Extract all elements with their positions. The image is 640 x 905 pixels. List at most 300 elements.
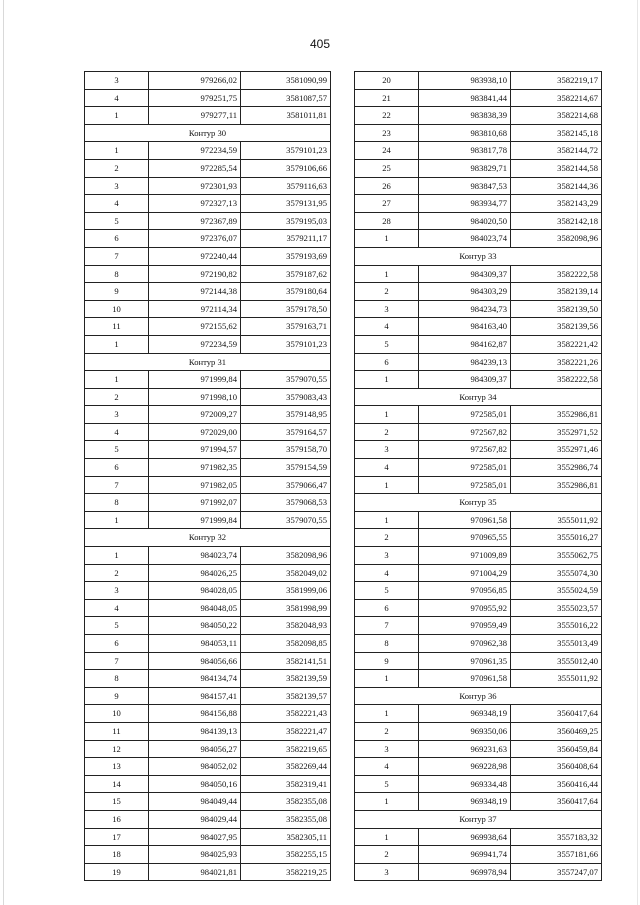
- y-coordinate-cell: 3582221,26: [511, 353, 602, 371]
- x-coordinate-cell: 984053,11: [149, 635, 241, 653]
- point-number-cell: 15: [85, 793, 149, 811]
- contour-header-row: [355, 810, 602, 828]
- y-coordinate-cell: 3579193,69: [241, 247, 331, 265]
- x-coordinate-cell: 970965,55: [419, 529, 511, 547]
- x-coordinate-cell: 972567,82: [419, 423, 511, 441]
- y-coordinate-cell: 3582222,58: [511, 371, 602, 389]
- table-row: [85, 687, 331, 705]
- y-coordinate-cell: 3582048,93: [241, 617, 331, 635]
- x-coordinate-cell: 970959,49: [419, 617, 511, 635]
- y-coordinate-cell: 3555024,59: [511, 582, 602, 600]
- point-number-cell: 8: [355, 635, 419, 653]
- y-coordinate-cell: 3579211,17: [241, 230, 331, 248]
- x-coordinate-cell: 983841,44: [419, 89, 511, 107]
- x-coordinate-cell: 984027,95: [149, 828, 241, 846]
- table-row: [355, 722, 602, 740]
- point-number-cell: 4: [355, 459, 419, 477]
- x-coordinate-cell: 969348,19: [419, 793, 511, 811]
- x-coordinate-cell: 972376,07: [149, 230, 241, 248]
- point-number-cell: 10: [85, 705, 149, 723]
- y-coordinate-cell: 3560408,64: [511, 758, 602, 776]
- point-number-cell: 1: [355, 476, 419, 494]
- table-row: [355, 828, 602, 846]
- table-row: [355, 177, 602, 195]
- point-number-cell: 3: [85, 582, 149, 600]
- x-coordinate-cell: 983838,39: [419, 107, 511, 125]
- x-coordinate-cell: 970955,92: [419, 599, 511, 617]
- table-row: [85, 423, 331, 441]
- table-row: [85, 142, 331, 160]
- x-coordinate-cell: 984056,66: [149, 652, 241, 670]
- contour-header-row: [355, 388, 602, 406]
- table-row: [85, 810, 331, 828]
- x-coordinate-cell: 984139,13: [149, 722, 241, 740]
- y-coordinate-cell: 3555013,49: [511, 635, 602, 653]
- table-row: [85, 494, 331, 512]
- x-coordinate-cell: 984028,05: [149, 582, 241, 600]
- table-row: [355, 212, 602, 230]
- table-row: [355, 599, 602, 617]
- point-number-cell: 1: [355, 705, 419, 723]
- point-number-cell: 1: [355, 371, 419, 389]
- y-coordinate-cell: 3579106,66: [241, 159, 331, 177]
- point-number-cell: 9: [355, 652, 419, 670]
- y-coordinate-cell: 3581011,81: [241, 107, 331, 125]
- coordinates-table-right: [354, 71, 602, 881]
- table-row: [355, 159, 602, 177]
- table-row: [85, 388, 331, 406]
- table-row: [85, 670, 331, 688]
- y-coordinate-cell: 3582355,08: [241, 793, 331, 811]
- table-row: [355, 371, 602, 389]
- point-number-cell: 26: [355, 177, 419, 195]
- point-number-cell: 16: [85, 810, 149, 828]
- y-coordinate-cell: 3581999,06: [241, 582, 331, 600]
- y-coordinate-cell: 3555011,92: [511, 670, 602, 688]
- table-row: [85, 441, 331, 459]
- point-number-cell: 2: [355, 283, 419, 301]
- x-coordinate-cell: 983938,10: [419, 72, 511, 90]
- table-row: [355, 107, 602, 125]
- point-number-cell: 5: [355, 335, 419, 353]
- point-number-cell: 8: [85, 494, 149, 512]
- x-coordinate-cell: 984026,25: [149, 564, 241, 582]
- point-number-cell: 4: [355, 758, 419, 776]
- contour-header-row: [355, 687, 602, 705]
- table-row: [355, 652, 602, 670]
- x-coordinate-cell: 969350,06: [419, 722, 511, 740]
- coordinates-table-left: [84, 71, 331, 881]
- table-row: [85, 459, 331, 477]
- y-coordinate-cell: 3582144,36: [511, 177, 602, 195]
- point-number-cell: 3: [85, 72, 149, 90]
- x-coordinate-cell: 971999,84: [149, 371, 241, 389]
- x-coordinate-cell: 983810,68: [419, 124, 511, 142]
- y-coordinate-cell: 3582219,17: [511, 72, 602, 90]
- y-coordinate-cell: 3582098,96: [511, 230, 602, 248]
- table-row: [85, 335, 331, 353]
- y-coordinate-cell: 3552986,81: [511, 406, 602, 424]
- table-row: [355, 300, 602, 318]
- point-number-cell: 3: [85, 406, 149, 424]
- y-coordinate-cell: 3579131,95: [241, 195, 331, 213]
- y-coordinate-cell: 3560417,64: [511, 705, 602, 723]
- point-number-cell: 23: [355, 124, 419, 142]
- contour-title: Контур 36: [355, 687, 602, 705]
- table-row: [355, 582, 602, 600]
- y-coordinate-cell: 3579180,64: [241, 283, 331, 301]
- x-coordinate-cell: 970956,85: [419, 582, 511, 600]
- table-row: [85, 793, 331, 811]
- y-coordinate-cell: 3579116,63: [241, 177, 331, 195]
- table-row: [355, 72, 602, 90]
- x-coordinate-cell: 969941,74: [419, 846, 511, 864]
- table-row: [355, 441, 602, 459]
- x-coordinate-cell: 969231,63: [419, 740, 511, 758]
- point-number-cell: 1: [355, 828, 419, 846]
- point-number-cell: 10: [85, 300, 149, 318]
- point-number-cell: 4: [85, 423, 149, 441]
- y-coordinate-cell: 3579164,57: [241, 423, 331, 441]
- table-row: [85, 705, 331, 723]
- point-number-cell: 8: [85, 265, 149, 283]
- point-number-cell: 20: [355, 72, 419, 90]
- table-row: [355, 775, 602, 793]
- x-coordinate-cell: 979277,11: [149, 107, 241, 125]
- y-coordinate-cell: 3582219,65: [241, 740, 331, 758]
- table-row: [85, 828, 331, 846]
- contour-title: Контур 30: [85, 124, 331, 142]
- x-coordinate-cell: 969348,19: [419, 705, 511, 723]
- point-number-cell: 6: [85, 459, 149, 477]
- table-row: [85, 511, 331, 529]
- table-row: [85, 371, 331, 389]
- point-number-cell: 5: [85, 617, 149, 635]
- table-row: [355, 547, 602, 565]
- y-coordinate-cell: 3579070,55: [241, 371, 331, 389]
- x-coordinate-cell: 972190,82: [149, 265, 241, 283]
- y-coordinate-cell: 3579195,03: [241, 212, 331, 230]
- point-number-cell: 9: [85, 283, 149, 301]
- contour-title: Контур 33: [355, 247, 602, 265]
- point-number-cell: 3: [85, 177, 149, 195]
- point-number-cell: 5: [355, 582, 419, 600]
- point-number-cell: 14: [85, 775, 149, 793]
- table-row: [85, 652, 331, 670]
- point-number-cell: 9: [85, 687, 149, 705]
- x-coordinate-cell: 972585,01: [419, 406, 511, 424]
- x-coordinate-cell: 971992,07: [149, 494, 241, 512]
- point-number-cell: 1: [355, 265, 419, 283]
- point-number-cell: 2: [85, 388, 149, 406]
- x-coordinate-cell: 984056,27: [149, 740, 241, 758]
- point-number-cell: 1: [355, 670, 419, 688]
- table-row: [85, 846, 331, 864]
- point-number-cell: 28: [355, 212, 419, 230]
- x-coordinate-cell: 984049,44: [149, 793, 241, 811]
- x-coordinate-cell: 984052,02: [149, 758, 241, 776]
- x-coordinate-cell: 972155,62: [149, 318, 241, 336]
- x-coordinate-cell: 984023,74: [419, 230, 511, 248]
- y-coordinate-cell: 3582139,14: [511, 283, 602, 301]
- point-number-cell: 17: [85, 828, 149, 846]
- point-number-cell: 3: [355, 547, 419, 565]
- y-coordinate-cell: 3582143,29: [511, 195, 602, 213]
- x-coordinate-cell: 972367,89: [149, 212, 241, 230]
- table-row: [355, 89, 602, 107]
- point-number-cell: 6: [355, 353, 419, 371]
- y-coordinate-cell: 3555016,27: [511, 529, 602, 547]
- point-number-cell: 21: [355, 89, 419, 107]
- y-coordinate-cell: 3582305,11: [241, 828, 331, 846]
- table-row: [355, 230, 602, 248]
- x-coordinate-cell: 972144,38: [149, 283, 241, 301]
- y-coordinate-cell: 3555016,22: [511, 617, 602, 635]
- scan-edge-left: [3, 0, 4, 905]
- y-coordinate-cell: 3579101,23: [241, 335, 331, 353]
- contour-header-row: [355, 247, 602, 265]
- table-row: [85, 476, 331, 494]
- y-coordinate-cell: 3579158,70: [241, 441, 331, 459]
- point-number-cell: 7: [85, 247, 149, 265]
- table-row: [355, 423, 602, 441]
- y-coordinate-cell: 3582098,96: [241, 547, 331, 565]
- y-coordinate-cell: 3581090,99: [241, 72, 331, 90]
- y-coordinate-cell: 3552986,81: [511, 476, 602, 494]
- table-row: [85, 230, 331, 248]
- point-number-cell: 1: [355, 511, 419, 529]
- y-coordinate-cell: 3582319,41: [241, 775, 331, 793]
- y-coordinate-cell: 3579187,62: [241, 265, 331, 283]
- y-coordinate-cell: 3557181,66: [511, 846, 602, 864]
- y-coordinate-cell: 3582219,25: [241, 863, 331, 881]
- table-row: [355, 863, 602, 881]
- table-row: [85, 72, 331, 90]
- table-row: [355, 142, 602, 160]
- table-row: [85, 547, 331, 565]
- table-row: [85, 300, 331, 318]
- x-coordinate-cell: 984021,81: [149, 863, 241, 881]
- point-number-cell: 19: [85, 863, 149, 881]
- point-number-cell: 18: [85, 846, 149, 864]
- y-coordinate-cell: 3582139,57: [241, 687, 331, 705]
- table-row: [355, 265, 602, 283]
- point-number-cell: 7: [355, 617, 419, 635]
- table-row: [85, 599, 331, 617]
- y-coordinate-cell: 3582144,58: [511, 159, 602, 177]
- table-row: [85, 265, 331, 283]
- table-row: [85, 177, 331, 195]
- x-coordinate-cell: 984023,74: [149, 547, 241, 565]
- contour-title: Контур 35: [355, 494, 602, 512]
- x-coordinate-cell: 972234,59: [149, 142, 241, 160]
- y-coordinate-cell: 3557183,32: [511, 828, 602, 846]
- table-row: [85, 758, 331, 776]
- y-coordinate-cell: 3582139,56: [511, 318, 602, 336]
- point-number-cell: 1: [355, 230, 419, 248]
- y-coordinate-cell: 3555012,40: [511, 652, 602, 670]
- scan-edge-right: [637, 0, 638, 905]
- point-number-cell: 12: [85, 740, 149, 758]
- table-row: [355, 406, 602, 424]
- x-coordinate-cell: 984020,50: [419, 212, 511, 230]
- y-coordinate-cell: 3579148,95: [241, 406, 331, 424]
- x-coordinate-cell: 971982,35: [149, 459, 241, 477]
- point-number-cell: 1: [355, 793, 419, 811]
- y-coordinate-cell: 3582221,42: [511, 335, 602, 353]
- point-number-cell: 27: [355, 195, 419, 213]
- y-coordinate-cell: 3579163,71: [241, 318, 331, 336]
- point-number-cell: 13: [85, 758, 149, 776]
- table-row: [85, 406, 331, 424]
- table-row: [85, 564, 331, 582]
- y-coordinate-cell: 3582098,85: [241, 635, 331, 653]
- y-coordinate-cell: 3560417,64: [511, 793, 602, 811]
- point-number-cell: 4: [355, 318, 419, 336]
- x-coordinate-cell: 984156,88: [149, 705, 241, 723]
- point-number-cell: 24: [355, 142, 419, 160]
- x-coordinate-cell: 984163,40: [419, 318, 511, 336]
- point-number-cell: 3: [355, 441, 419, 459]
- point-number-cell: 8: [85, 670, 149, 688]
- x-coordinate-cell: 972114,34: [149, 300, 241, 318]
- point-number-cell: 3: [355, 300, 419, 318]
- table-row: [85, 582, 331, 600]
- table-row: [85, 107, 331, 125]
- y-coordinate-cell: 3579154,59: [241, 459, 331, 477]
- table-row: [85, 722, 331, 740]
- y-coordinate-cell: 3581998,99: [241, 599, 331, 617]
- x-coordinate-cell: 972285,54: [149, 159, 241, 177]
- x-coordinate-cell: 972327,13: [149, 195, 241, 213]
- point-number-cell: 5: [85, 441, 149, 459]
- y-coordinate-cell: 3582255,15: [241, 846, 331, 864]
- table-row: [355, 335, 602, 353]
- table-row: [355, 617, 602, 635]
- x-coordinate-cell: 972029,00: [149, 423, 241, 441]
- table-row: [355, 758, 602, 776]
- y-coordinate-cell: 3560416,44: [511, 775, 602, 793]
- x-coordinate-cell: 970961,58: [419, 670, 511, 688]
- contour-header-row: [85, 353, 331, 371]
- point-number-cell: 11: [85, 318, 149, 336]
- point-number-cell: 1: [85, 142, 149, 160]
- x-coordinate-cell: 969978,94: [419, 863, 511, 881]
- x-coordinate-cell: 984157,41: [149, 687, 241, 705]
- x-coordinate-cell: 971998,10: [149, 388, 241, 406]
- table-row: [85, 247, 331, 265]
- x-coordinate-cell: 970961,35: [419, 652, 511, 670]
- table-row: [85, 318, 331, 336]
- table-row: [355, 846, 602, 864]
- y-coordinate-cell: 3560469,25: [511, 722, 602, 740]
- x-coordinate-cell: 972567,82: [419, 441, 511, 459]
- x-coordinate-cell: 979266,02: [149, 72, 241, 90]
- x-coordinate-cell: 984025,93: [149, 846, 241, 864]
- point-number-cell: 4: [85, 89, 149, 107]
- point-number-cell: 2: [355, 846, 419, 864]
- y-coordinate-cell: 3582139,50: [511, 300, 602, 318]
- y-coordinate-cell: 3579083,43: [241, 388, 331, 406]
- x-coordinate-cell: 983847,53: [419, 177, 511, 195]
- table-row: [355, 124, 602, 142]
- x-coordinate-cell: 972585,01: [419, 476, 511, 494]
- table-row: [85, 159, 331, 177]
- point-number-cell: 4: [85, 599, 149, 617]
- x-coordinate-cell: 984162,87: [419, 335, 511, 353]
- x-coordinate-cell: 984303,29: [419, 283, 511, 301]
- point-number-cell: 7: [85, 476, 149, 494]
- point-number-cell: 2: [355, 423, 419, 441]
- table-row: [85, 740, 331, 758]
- point-number-cell: 2: [355, 722, 419, 740]
- point-number-cell: 3: [355, 740, 419, 758]
- point-number-cell: 2: [85, 159, 149, 177]
- y-coordinate-cell: 3582139,59: [241, 670, 331, 688]
- y-coordinate-cell: 3582221,43: [241, 705, 331, 723]
- point-number-cell: 1: [355, 406, 419, 424]
- table-row: [355, 670, 602, 688]
- contour-title: Контур 31: [85, 353, 331, 371]
- x-coordinate-cell: 971004,29: [419, 564, 511, 582]
- y-coordinate-cell: 3557247,07: [511, 863, 602, 881]
- y-coordinate-cell: 3555062,75: [511, 547, 602, 565]
- table-row: [85, 195, 331, 213]
- contour-header-row: [85, 124, 331, 142]
- x-coordinate-cell: 970961,58: [419, 511, 511, 529]
- x-coordinate-cell: 984029,44: [149, 810, 241, 828]
- point-number-cell: 1: [85, 511, 149, 529]
- y-coordinate-cell: 3579178,50: [241, 300, 331, 318]
- table-row: [355, 476, 602, 494]
- x-coordinate-cell: 984239,13: [419, 353, 511, 371]
- x-coordinate-cell: 972240,44: [149, 247, 241, 265]
- x-coordinate-cell: 971994,57: [149, 441, 241, 459]
- y-coordinate-cell: 3579068,53: [241, 494, 331, 512]
- point-number-cell: 1: [85, 547, 149, 565]
- y-coordinate-cell: 3579070,55: [241, 511, 331, 529]
- y-coordinate-cell: 3552971,46: [511, 441, 602, 459]
- y-coordinate-cell: 3555023,57: [511, 599, 602, 617]
- x-coordinate-cell: 984134,74: [149, 670, 241, 688]
- table-row: [355, 635, 602, 653]
- x-coordinate-cell: 984048,05: [149, 599, 241, 617]
- table-row: [355, 318, 602, 336]
- x-coordinate-cell: 971999,84: [149, 511, 241, 529]
- x-coordinate-cell: 971982,05: [149, 476, 241, 494]
- table-row: [355, 459, 602, 477]
- y-coordinate-cell: 3552986,74: [511, 459, 602, 477]
- y-coordinate-cell: 3579101,23: [241, 142, 331, 160]
- y-coordinate-cell: 3582214,68: [511, 107, 602, 125]
- y-coordinate-cell: 3582269,44: [241, 758, 331, 776]
- y-coordinate-cell: 3582222,58: [511, 265, 602, 283]
- point-number-cell: 6: [85, 230, 149, 248]
- x-coordinate-cell: 972301,93: [149, 177, 241, 195]
- table-row: [355, 529, 602, 547]
- point-number-cell: 3: [355, 863, 419, 881]
- table-row: [355, 740, 602, 758]
- point-number-cell: 6: [85, 635, 149, 653]
- x-coordinate-cell: 984050,16: [149, 775, 241, 793]
- x-coordinate-cell: 972234,59: [149, 335, 241, 353]
- table-row: [85, 89, 331, 107]
- x-coordinate-cell: 984309,37: [419, 265, 511, 283]
- x-coordinate-cell: 984050,22: [149, 617, 241, 635]
- table-row: [85, 635, 331, 653]
- table-row: [85, 283, 331, 301]
- contour-header-row: [85, 529, 331, 547]
